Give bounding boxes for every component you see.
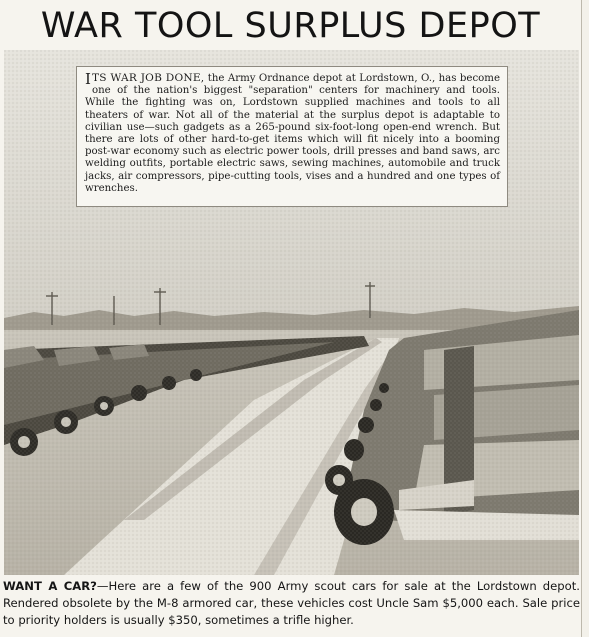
headline: WAR TOOL SURPLUS DEPOT: [40, 6, 541, 46]
article-dropcap: I: [85, 70, 91, 88]
article-text-box: [76, 66, 508, 207]
article-lead: TS WAR JOB DONE,: [91, 72, 205, 84]
article-body: the Army Ordnance depot at Lordstown, O., has become one of the nation's biggest "separation" centers for machinery and tools. While the fighting was on, Lordstown supplied machines and tools to all theaters of war. Not all of the material at the surplus depot is adaptable to civilian use—such gadgets as a 265-pound six-foot-long open-end wrench. But there are lots of other hard-to-get items which will fit nicely into a booming post-war economy such as electric power tools, drill presses and band saws, arc welding outfits, portable electric saws, sewing machines, automobile and truck jacks, air compressors, pipe-cutting tools, vises and a hundred and one types of wrenches.: [85, 73, 500, 194]
photo-caption: [3, 578, 580, 630]
caption-body: —Here are a few of the 900 Army scout cars for sale at the Lordstown depot. Rendered obsolete by the M-8 armored car, these vehicles cost Uncle Sam $5,000 each. Sale price to priority holders is usually $350, sometimes a trifle higher.: [3, 579, 580, 628]
caption-lead: WANT A CAR?: [3, 579, 97, 593]
